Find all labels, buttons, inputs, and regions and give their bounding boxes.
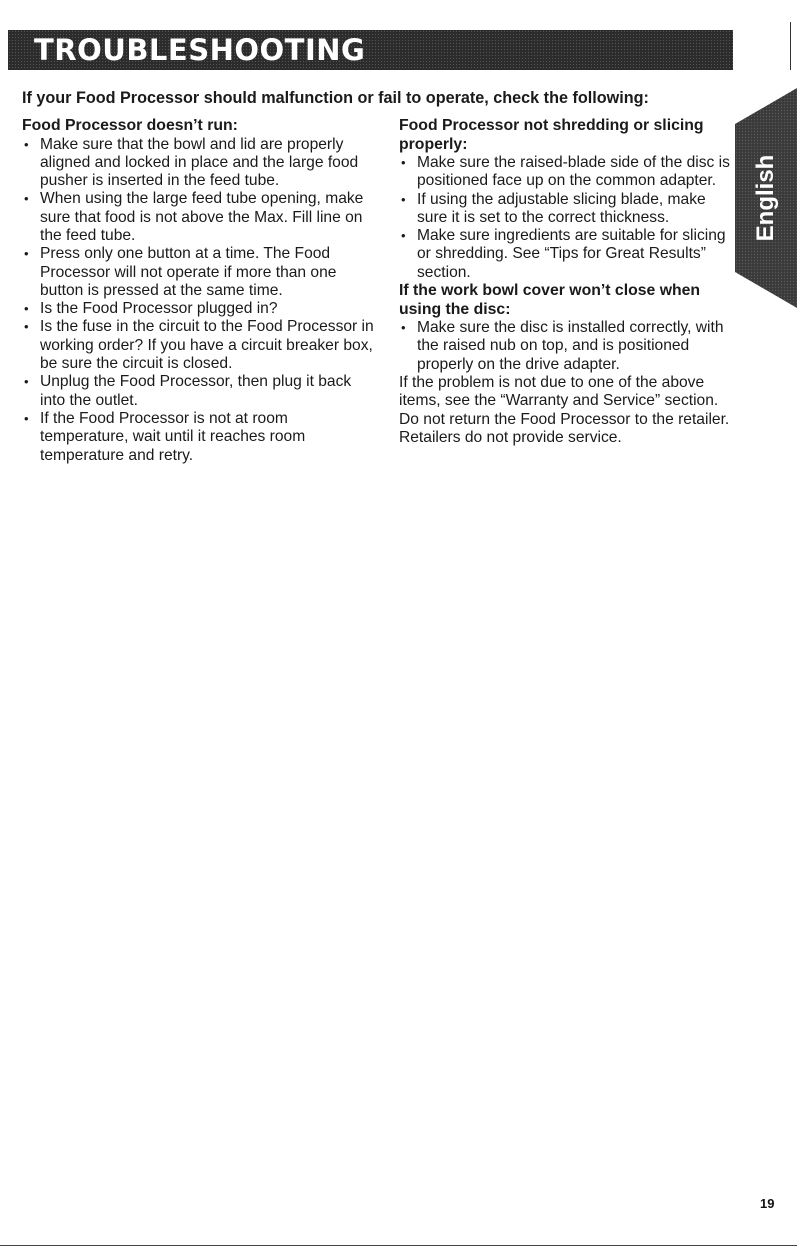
- title-bar: [8, 30, 733, 70]
- return-paragraph: Do not return the Food Processor to the retailer. Retailers do not provide service.: [399, 410, 730, 446]
- edge-line: [790, 22, 791, 70]
- checklist-cover: [399, 319, 737, 374]
- page-title: TROUBLESHOOTING: [34, 33, 366, 67]
- list-item: • Press only one button at a time. The Food Processor will not operate if more than one button is pressed at the same time.: [22, 245, 374, 300]
- list-item: • Is the Food Processor plugged in?: [22, 300, 374, 318]
- section-heading-shredding: Food Processor not shredding or slicing properly:: [399, 117, 704, 153]
- section-heading-doesnt-run: Food Processor doesn’t run:: [22, 117, 238, 134]
- list-item: • Is the fuse in the circuit to the Food Processor in working order? If you have a circuit breaker box, be sure the circuit is closed.: [22, 318, 374, 373]
- list-item: • Make sure that the bowl and lid are properly aligned and locked in place and the large food pusher is inserted in the feed tube.: [22, 136, 374, 191]
- section-heading-cover: If the work bowl cover won’t close when using the disc:: [399, 282, 701, 318]
- language-tab-label: English: [752, 154, 779, 242]
- list-item: • Make sure the raised-blade side of the disc is positioned face up on the common adapter.: [399, 154, 737, 191]
- list-item: • Make sure the disc is installed correctly, with the raised nub on top, and is positioned properly on the drive adapter.: [399, 319, 737, 374]
- list-item: • Make sure ingredients are suitable for slicing or shredding. See “Tips for Great Results” section.: [399, 227, 737, 282]
- bottom-rule: [0, 1245, 797, 1246]
- list-item: • Unplug the Food Processor, then plug it back into the outlet.: [22, 373, 374, 410]
- warranty-paragraph: If the problem is not due to one of the above items, see the “Warranty and Service” section.: [399, 373, 719, 410]
- left-column: [22, 117, 374, 465]
- list-item: • If the Food Processor is not at room temperature, wait until it reaches room temperature and retry.: [22, 410, 374, 465]
- right-column: [399, 117, 737, 447]
- checklist-doesnt-run: [22, 136, 374, 465]
- list-item: • If using the adjustable slicing blade, make sure it is set to the correct thickness.: [399, 191, 737, 228]
- page-number: 19: [760, 1196, 775, 1211]
- intro-text: If your Food Processor should malfunction or fail to operate, check the following:: [22, 89, 649, 107]
- checklist-shredding: [399, 154, 737, 282]
- list-item: • When using the large feed tube opening, make sure that food is not above the Max. Fill line on the feed tube.: [22, 190, 374, 245]
